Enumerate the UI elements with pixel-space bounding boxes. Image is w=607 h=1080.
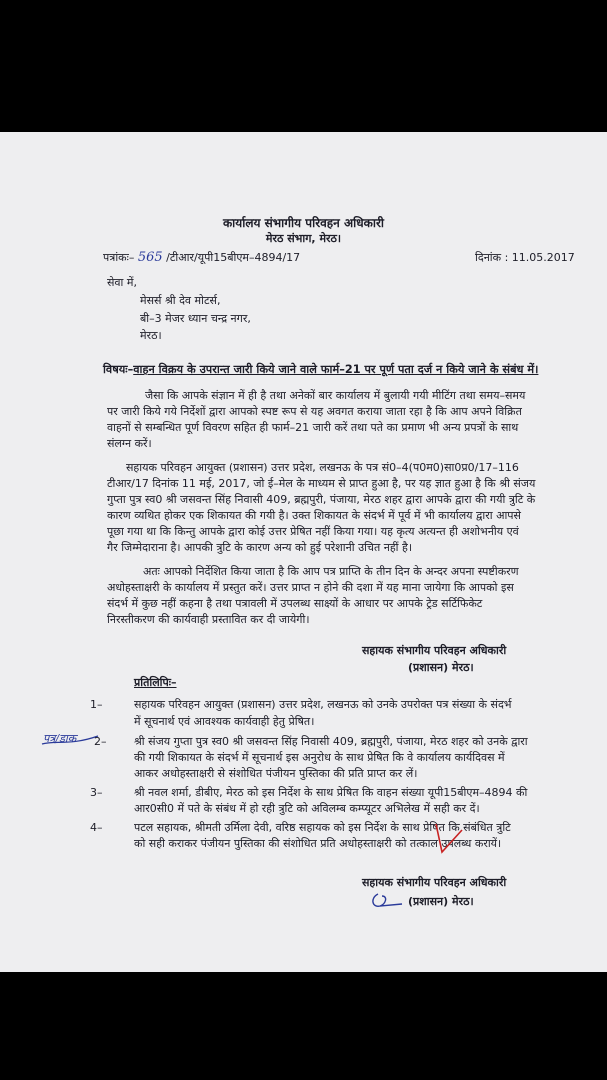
para2-line4: कारण व्यथित होकर एक शिकायत की गयी है। उक्त शिकायत के संदर्भ में पूर्व में भी कार्यालय द्वारा आपसे xyxy=(107,509,521,522)
copy-line: पटल सहायक, श्रीमती उर्मिला देवी, वरिष्ठ सहायक को इस निर्देश के साथ प्रेषित कि संबंधित त्रुटि xyxy=(134,821,511,834)
copy-line: आकर अधोहस्ताक्षरी से संशोधित पंजीयन पुस्तिका की प्रति प्राप्त कर लें। xyxy=(134,767,418,780)
para1-line4: संलग्न करें। xyxy=(107,437,152,450)
red-check-mark xyxy=(428,820,468,862)
office-subtitle: मेरठ संभाग, मेरठ। xyxy=(265,232,342,245)
para1-line3: वाहनों से सम्बन्धित पूर्ण विवरण सहित ही फार्म–21 जारी करें तथा पते का प्रमाण भी अन्य प्रपत्रों के साथ xyxy=(107,421,519,434)
para3-line3: संदर्भ में कुछ नहीं कहना है तथा पत्रावली में उपलब्ध साक्ष्यों के आधार पर आपके ट्रेड सर्टिफिकेट xyxy=(107,597,483,610)
salutation: सेवा में, xyxy=(107,276,137,289)
copy-number: 4– xyxy=(90,821,103,834)
signature1-designation: सहायक संभागीय परिवहन अधिकारी xyxy=(362,644,507,657)
date-label: दिनांक : xyxy=(475,251,509,264)
ref-suffix: /टीआर/यूपी15बीएम–4894/17 xyxy=(166,251,301,264)
handwritten-signature xyxy=(366,890,406,912)
signature2-office: (प्रशासन) मेरठ। xyxy=(408,895,474,908)
ref-handwritten-number: 565 xyxy=(137,250,163,265)
para3-line1: अतः आपको निर्देशित किया जाता है कि आप पत्र प्राप्ति के तीन दिन के अन्दर अपना स्पष्टीकरण xyxy=(143,565,519,578)
para3-line4: निरस्तीकरण की कार्यवाही प्रस्तावित कर दी जायेगी। xyxy=(107,613,310,626)
copy-line: सहायक परिवहन आयुक्त (प्रशासन) उत्तर प्रदेश, लखनऊ को उनके उपरोक्त पत्र संख्या के संदर्भ xyxy=(134,698,512,711)
copy-number: 2– xyxy=(94,735,107,748)
date-value: 11.05.2017 xyxy=(511,251,575,264)
signature1-office: (प्रशासन) मेरठ। xyxy=(408,661,474,674)
copy-line: श्री नवल शर्मा, डीबीए, मेरठ को इस निर्देश के साथ प्रेषित कि वाहन संख्या यूपी15बीएम–4894 की xyxy=(134,786,528,799)
handwritten-margin-note: पत्र/डाक xyxy=(43,732,77,745)
signature2-designation: सहायक संभागीय परिवहन अधिकारी xyxy=(362,876,507,889)
para2-line3: गुप्ता पुत्र स्व0 श्री जसवन्त सिंह निवासी 409, ब्रह्मपुरी, पंजाया, मेरठ शहर द्वारा आपके द्वारा की गयी त्रुटि के xyxy=(107,493,536,506)
subject xyxy=(103,363,538,377)
para2-line6: गैर जिम्मेदाराना है। आपकी त्रुटि के कारण अन्य को हुई परेशानी उचित नहीं है। xyxy=(107,541,413,554)
address-line-2: बी–3 मेजर ध्यान चन्द्र नगर, xyxy=(140,312,251,325)
ref-label: पत्रांकः– xyxy=(103,251,135,264)
margin-note-scribble xyxy=(40,728,102,748)
para1-line2: पर जारी किये गये निर्देशों द्वारा आपको स्पष्ट रूप से यह अवगत कराया जाता रहा है कि आप अपने विक्रित xyxy=(107,405,522,418)
para2-line2: टीआर/17 दिनांक 11 मई, 2017, जो ई–मेल के माध्यम से प्राप्त हुआ है, पर यह ज्ञात हुआ है कि श्री संजय xyxy=(107,477,536,490)
copy-line: आर0सी0 में पते के संबंध में हो रही त्रुटि को अविलम्ब कम्प्यूटर अभिलेख में सही कर दें। xyxy=(134,802,480,815)
para2-line1: सहायक परिवहन आयुक्त (प्रशासन) उत्तर प्रदेश, लखनऊ के पत्र सं0–4(प0म0)सा0प्र0/17–116 xyxy=(126,461,519,474)
letter-date xyxy=(475,251,575,265)
copy-line: को सही कराकर पंजीयन पुस्तिका की संशोधित प्रति अधोहस्ताक्षरी को तत्काल उपलब्ध करायें। xyxy=(134,837,502,850)
copies-heading: प्रतिलिपिः– xyxy=(134,676,177,689)
reference-number xyxy=(103,251,300,265)
para3-line2: अधोहस्ताक्षरी के कार्यालय में प्रस्तुत करें। उत्तर प्राप्त न होने की दशा में यह माना जायेगा कि आपको इस xyxy=(107,581,514,594)
office-title: कार्यालय संभागीय परिवहन अधिकारी xyxy=(222,216,385,230)
subject-label: विषयः– xyxy=(103,363,134,376)
letter-document xyxy=(0,132,607,972)
copy-line: की गयी शिकायत के संदर्भ में सूचनार्थ इस अनुरोध के साथ प्रेषित कि वे कार्यालय कार्यदिवस में xyxy=(134,751,505,764)
copy-line: श्री संजय गुप्ता पुत्र स्व0 श्री जसवन्त सिंह निवासी 409, ब्रह्मपुरी, पंजाया, मेरठ शहर को उनके द्वारा xyxy=(134,735,528,748)
para1-line1: जैसा कि आपके संज्ञान में ही है तथा अनेकों बार कार्यालय में बुलायी गयी मीटिंग तथा समय–समय xyxy=(145,389,526,402)
para2-line5: पूछा गया था कि किन्तु आपके द्वारा कोई उत्तर प्रेषित नहीं किया गया। यह कृत्य अत्यन्त ही अशोभनीय एवं xyxy=(107,525,519,538)
copy-number: 1– xyxy=(90,698,103,711)
address-line-1: मेसर्स श्री देव मोटर्स, xyxy=(140,294,221,307)
address-line-3: मेरठ। xyxy=(140,329,162,342)
subject-text: वाहन विक्रय के उपरान्त जारी किये जाने वाले फार्म–21 पर पूर्ण पता दर्ज न किये जाने के संबंध में। xyxy=(133,363,539,376)
copy-number: 3– xyxy=(90,786,103,799)
copy-line: में सूचनार्थ एवं आवश्यक कार्यवाही हेतु प्रेषित। xyxy=(134,715,315,728)
